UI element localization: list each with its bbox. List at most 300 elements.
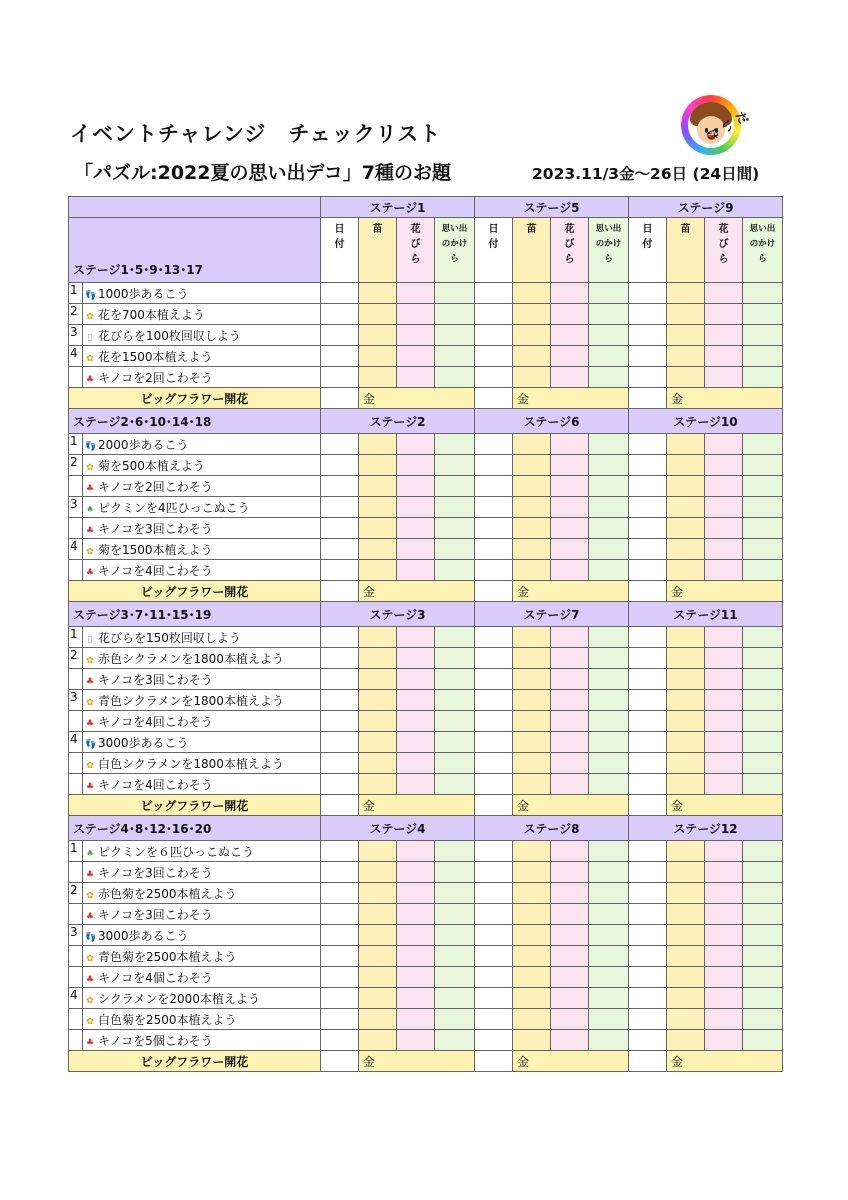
date-cell[interactable] — [321, 732, 359, 753]
omoide-check-cell[interactable] — [743, 690, 783, 711]
hana-check-cell[interactable] — [551, 648, 589, 669]
hana-check-cell[interactable] — [397, 1030, 435, 1051]
date-cell[interactable] — [475, 325, 513, 346]
big-flower-date-cell[interactable] — [321, 388, 359, 409]
date-cell[interactable] — [629, 627, 667, 648]
date-cell[interactable] — [321, 455, 359, 476]
date-cell[interactable] — [475, 476, 513, 497]
omoide-check-cell[interactable] — [589, 732, 629, 753]
date-cell[interactable] — [321, 988, 359, 1009]
omoide-check-cell[interactable] — [589, 946, 629, 967]
omoide-check-cell[interactable] — [589, 434, 629, 455]
omoide-check-cell[interactable] — [435, 518, 475, 539]
nae-check-cell[interactable] — [667, 904, 705, 925]
hana-check-cell[interactable] — [551, 476, 589, 497]
date-cell[interactable] — [321, 669, 359, 690]
big-flower-date-cell[interactable] — [321, 581, 359, 602]
hana-check-cell[interactable] — [705, 774, 743, 795]
omoide-check-cell[interactable] — [435, 862, 475, 883]
omoide-check-cell[interactable] — [743, 753, 783, 774]
big-flower-date-cell[interactable] — [475, 1051, 513, 1072]
nae-check-cell[interactable] — [667, 711, 705, 732]
nae-check-cell[interactable] — [513, 476, 551, 497]
nae-check-cell[interactable] — [359, 367, 397, 388]
hana-check-cell[interactable] — [705, 497, 743, 518]
nae-check-cell[interactable] — [359, 988, 397, 1009]
nae-check-cell[interactable] — [667, 476, 705, 497]
omoide-check-cell[interactable] — [589, 753, 629, 774]
omoide-check-cell[interactable] — [589, 862, 629, 883]
hana-check-cell[interactable] — [551, 841, 589, 862]
nae-check-cell[interactable] — [513, 648, 551, 669]
gold-cell[interactable]: 金 — [359, 581, 475, 602]
hana-check-cell[interactable] — [397, 367, 435, 388]
date-cell[interactable] — [321, 862, 359, 883]
hana-check-cell[interactable] — [705, 925, 743, 946]
omoide-check-cell[interactable] — [589, 925, 629, 946]
omoide-check-cell[interactable] — [743, 325, 783, 346]
hana-check-cell[interactable] — [705, 841, 743, 862]
date-cell[interactable] — [475, 862, 513, 883]
date-cell[interactable] — [321, 476, 359, 497]
hana-check-cell[interactable] — [397, 925, 435, 946]
hana-check-cell[interactable] — [551, 304, 589, 325]
omoide-check-cell[interactable] — [589, 476, 629, 497]
nae-check-cell[interactable] — [667, 732, 705, 753]
hana-check-cell[interactable] — [705, 304, 743, 325]
hana-check-cell[interactable] — [705, 325, 743, 346]
omoide-check-cell[interactable] — [435, 669, 475, 690]
gold-cell[interactable]: 金 — [667, 581, 783, 602]
omoide-check-cell[interactable] — [435, 732, 475, 753]
omoide-check-cell[interactable] — [589, 904, 629, 925]
gold-cell[interactable]: 金 — [359, 1051, 475, 1072]
nae-check-cell[interactable] — [513, 1009, 551, 1030]
hana-check-cell[interactable] — [397, 988, 435, 1009]
date-cell[interactable] — [321, 367, 359, 388]
date-cell[interactable] — [475, 1030, 513, 1051]
hana-check-cell[interactable] — [397, 1009, 435, 1030]
nae-check-cell[interactable] — [667, 883, 705, 904]
omoide-check-cell[interactable] — [589, 455, 629, 476]
nae-check-cell[interactable] — [359, 925, 397, 946]
omoide-check-cell[interactable] — [743, 669, 783, 690]
hana-check-cell[interactable] — [705, 753, 743, 774]
date-cell[interactable] — [321, 967, 359, 988]
omoide-check-cell[interactable] — [589, 1009, 629, 1030]
big-flower-date-cell[interactable] — [629, 388, 667, 409]
nae-check-cell[interactable] — [359, 862, 397, 883]
nae-check-cell[interactable] — [513, 627, 551, 648]
hana-check-cell[interactable] — [551, 283, 589, 304]
date-cell[interactable] — [629, 988, 667, 1009]
omoide-check-cell[interactable] — [435, 497, 475, 518]
hana-check-cell[interactable] — [397, 304, 435, 325]
date-cell[interactable] — [475, 1009, 513, 1030]
nae-check-cell[interactable] — [667, 862, 705, 883]
omoide-check-cell[interactable] — [743, 518, 783, 539]
hana-check-cell[interactable] — [705, 669, 743, 690]
nae-check-cell[interactable] — [359, 841, 397, 862]
hana-check-cell[interactable] — [705, 711, 743, 732]
nae-check-cell[interactable] — [359, 497, 397, 518]
gold-cell[interactable]: 金 — [667, 1051, 783, 1072]
date-cell[interactable] — [475, 841, 513, 862]
hana-check-cell[interactable] — [705, 560, 743, 581]
hana-check-cell[interactable] — [397, 711, 435, 732]
date-cell[interactable] — [321, 497, 359, 518]
omoide-check-cell[interactable] — [743, 304, 783, 325]
hana-check-cell[interactable] — [397, 883, 435, 904]
date-cell[interactable] — [475, 753, 513, 774]
nae-check-cell[interactable] — [667, 669, 705, 690]
nae-check-cell[interactable] — [513, 304, 551, 325]
hana-check-cell[interactable] — [551, 367, 589, 388]
date-cell[interactable] — [321, 904, 359, 925]
nae-check-cell[interactable] — [513, 325, 551, 346]
nae-check-cell[interactable] — [359, 690, 397, 711]
date-cell[interactable] — [475, 455, 513, 476]
hana-check-cell[interactable] — [705, 367, 743, 388]
hana-check-cell[interactable] — [551, 539, 589, 560]
date-cell[interactable] — [629, 967, 667, 988]
hana-check-cell[interactable] — [397, 904, 435, 925]
date-cell[interactable] — [321, 1009, 359, 1030]
omoide-check-cell[interactable] — [435, 627, 475, 648]
omoide-check-cell[interactable] — [743, 434, 783, 455]
omoide-check-cell[interactable] — [435, 967, 475, 988]
date-cell[interactable] — [629, 711, 667, 732]
hana-check-cell[interactable] — [551, 883, 589, 904]
omoide-check-cell[interactable] — [743, 283, 783, 304]
omoide-check-cell[interactable] — [743, 497, 783, 518]
nae-check-cell[interactable] — [513, 967, 551, 988]
big-flower-date-cell[interactable] — [629, 581, 667, 602]
date-cell[interactable] — [321, 434, 359, 455]
omoide-check-cell[interactable] — [589, 283, 629, 304]
big-flower-date-cell[interactable] — [321, 1051, 359, 1072]
gold-cell[interactable]: 金 — [667, 795, 783, 816]
omoide-check-cell[interactable] — [589, 711, 629, 732]
gold-cell[interactable]: 金 — [359, 388, 475, 409]
hana-check-cell[interactable] — [551, 325, 589, 346]
nae-check-cell[interactable] — [513, 904, 551, 925]
omoide-check-cell[interactable] — [435, 367, 475, 388]
nae-check-cell[interactable] — [513, 1030, 551, 1051]
omoide-check-cell[interactable] — [435, 925, 475, 946]
hana-check-cell[interactable] — [705, 1030, 743, 1051]
date-cell[interactable] — [629, 883, 667, 904]
omoide-check-cell[interactable] — [743, 1009, 783, 1030]
big-flower-date-cell[interactable] — [475, 795, 513, 816]
hana-check-cell[interactable] — [705, 476, 743, 497]
date-cell[interactable] — [321, 283, 359, 304]
date-cell[interactable] — [629, 304, 667, 325]
date-cell[interactable] — [475, 518, 513, 539]
omoide-check-cell[interactable] — [435, 1009, 475, 1030]
nae-check-cell[interactable] — [667, 304, 705, 325]
omoide-check-cell[interactable] — [743, 862, 783, 883]
nae-check-cell[interactable] — [513, 346, 551, 367]
date-cell[interactable] — [321, 690, 359, 711]
nae-check-cell[interactable] — [513, 862, 551, 883]
omoide-check-cell[interactable] — [589, 988, 629, 1009]
nae-check-cell[interactable] — [667, 1030, 705, 1051]
hana-check-cell[interactable] — [397, 497, 435, 518]
hana-check-cell[interactable] — [397, 732, 435, 753]
nae-check-cell[interactable] — [513, 283, 551, 304]
nae-check-cell[interactable] — [359, 560, 397, 581]
hana-check-cell[interactable] — [551, 560, 589, 581]
nae-check-cell[interactable] — [667, 925, 705, 946]
omoide-check-cell[interactable] — [743, 967, 783, 988]
omoide-check-cell[interactable] — [589, 690, 629, 711]
hana-check-cell[interactable] — [551, 774, 589, 795]
omoide-check-cell[interactable] — [589, 1030, 629, 1051]
hana-check-cell[interactable] — [397, 690, 435, 711]
omoide-check-cell[interactable] — [589, 367, 629, 388]
nae-check-cell[interactable] — [667, 434, 705, 455]
hana-check-cell[interactable] — [551, 1009, 589, 1030]
omoide-check-cell[interactable] — [589, 346, 629, 367]
hana-check-cell[interactable] — [397, 862, 435, 883]
nae-check-cell[interactable] — [359, 325, 397, 346]
omoide-check-cell[interactable] — [743, 711, 783, 732]
gold-cell[interactable]: 金 — [513, 1051, 629, 1072]
nae-check-cell[interactable] — [359, 753, 397, 774]
date-cell[interactable] — [475, 434, 513, 455]
hana-check-cell[interactable] — [397, 346, 435, 367]
omoide-check-cell[interactable] — [435, 753, 475, 774]
hana-check-cell[interactable] — [551, 455, 589, 476]
hana-check-cell[interactable] — [551, 669, 589, 690]
omoide-check-cell[interactable] — [435, 346, 475, 367]
omoide-check-cell[interactable] — [589, 497, 629, 518]
date-cell[interactable] — [321, 925, 359, 946]
nae-check-cell[interactable] — [513, 925, 551, 946]
gold-cell[interactable]: 金 — [513, 581, 629, 602]
date-cell[interactable] — [475, 304, 513, 325]
nae-check-cell[interactable] — [359, 711, 397, 732]
nae-check-cell[interactable] — [513, 367, 551, 388]
date-cell[interactable] — [629, 841, 667, 862]
nae-check-cell[interactable] — [359, 476, 397, 497]
hana-check-cell[interactable] — [551, 690, 589, 711]
date-cell[interactable] — [629, 904, 667, 925]
nae-check-cell[interactable] — [513, 988, 551, 1009]
hana-check-cell[interactable] — [551, 862, 589, 883]
date-cell[interactable] — [475, 669, 513, 690]
date-cell[interactable] — [321, 325, 359, 346]
date-cell[interactable] — [475, 690, 513, 711]
date-cell[interactable] — [629, 518, 667, 539]
omoide-check-cell[interactable] — [435, 283, 475, 304]
nae-check-cell[interactable] — [359, 967, 397, 988]
date-cell[interactable] — [629, 732, 667, 753]
hana-check-cell[interactable] — [551, 434, 589, 455]
omoide-check-cell[interactable] — [435, 325, 475, 346]
date-cell[interactable] — [475, 774, 513, 795]
omoide-check-cell[interactable] — [435, 883, 475, 904]
date-cell[interactable] — [629, 669, 667, 690]
omoide-check-cell[interactable] — [589, 325, 629, 346]
nae-check-cell[interactable] — [667, 648, 705, 669]
nae-check-cell[interactable] — [513, 711, 551, 732]
date-cell[interactable] — [475, 346, 513, 367]
hana-check-cell[interactable] — [705, 946, 743, 967]
date-cell[interactable] — [475, 967, 513, 988]
omoide-check-cell[interactable] — [435, 648, 475, 669]
omoide-check-cell[interactable] — [743, 904, 783, 925]
date-cell[interactable] — [475, 497, 513, 518]
date-cell[interactable] — [321, 753, 359, 774]
omoide-check-cell[interactable] — [435, 774, 475, 795]
date-cell[interactable] — [321, 346, 359, 367]
omoide-check-cell[interactable] — [435, 560, 475, 581]
date-cell[interactable] — [629, 946, 667, 967]
nae-check-cell[interactable] — [359, 883, 397, 904]
nae-check-cell[interactable] — [513, 753, 551, 774]
omoide-check-cell[interactable] — [435, 711, 475, 732]
date-cell[interactable] — [475, 627, 513, 648]
date-cell[interactable] — [475, 367, 513, 388]
nae-check-cell[interactable] — [667, 539, 705, 560]
nae-check-cell[interactable] — [359, 648, 397, 669]
hana-check-cell[interactable] — [551, 753, 589, 774]
date-cell[interactable] — [321, 711, 359, 732]
omoide-check-cell[interactable] — [743, 883, 783, 904]
date-cell[interactable] — [321, 1030, 359, 1051]
hana-check-cell[interactable] — [551, 497, 589, 518]
nae-check-cell[interactable] — [667, 518, 705, 539]
date-cell[interactable] — [629, 497, 667, 518]
hana-check-cell[interactable] — [551, 904, 589, 925]
nae-check-cell[interactable] — [513, 946, 551, 967]
date-cell[interactable] — [629, 560, 667, 581]
omoide-check-cell[interactable] — [743, 455, 783, 476]
nae-check-cell[interactable] — [359, 732, 397, 753]
nae-check-cell[interactable] — [667, 988, 705, 1009]
big-flower-date-cell[interactable] — [321, 795, 359, 816]
omoide-check-cell[interactable] — [743, 560, 783, 581]
hana-check-cell[interactable] — [551, 967, 589, 988]
omoide-check-cell[interactable] — [743, 367, 783, 388]
nae-check-cell[interactable] — [667, 946, 705, 967]
hana-check-cell[interactable] — [551, 732, 589, 753]
hana-check-cell[interactable] — [705, 455, 743, 476]
date-cell[interactable] — [475, 732, 513, 753]
nae-check-cell[interactable] — [359, 434, 397, 455]
hana-check-cell[interactable] — [705, 627, 743, 648]
omoide-check-cell[interactable] — [435, 304, 475, 325]
nae-check-cell[interactable] — [513, 669, 551, 690]
date-cell[interactable] — [475, 946, 513, 967]
date-cell[interactable] — [629, 367, 667, 388]
nae-check-cell[interactable] — [359, 346, 397, 367]
hana-check-cell[interactable] — [397, 648, 435, 669]
nae-check-cell[interactable] — [513, 560, 551, 581]
nae-check-cell[interactable] — [359, 774, 397, 795]
nae-check-cell[interactable] — [513, 434, 551, 455]
hana-check-cell[interactable] — [705, 967, 743, 988]
date-cell[interactable] — [475, 904, 513, 925]
nae-check-cell[interactable] — [359, 283, 397, 304]
omoide-check-cell[interactable] — [743, 925, 783, 946]
hana-check-cell[interactable] — [397, 753, 435, 774]
hana-check-cell[interactable] — [397, 560, 435, 581]
date-cell[interactable] — [629, 325, 667, 346]
omoide-check-cell[interactable] — [435, 1030, 475, 1051]
omoide-check-cell[interactable] — [435, 841, 475, 862]
nae-check-cell[interactable] — [667, 283, 705, 304]
hana-check-cell[interactable] — [705, 1009, 743, 1030]
hana-check-cell[interactable] — [551, 946, 589, 967]
nae-check-cell[interactable] — [513, 539, 551, 560]
omoide-check-cell[interactable] — [435, 904, 475, 925]
date-cell[interactable] — [321, 883, 359, 904]
hana-check-cell[interactable] — [705, 732, 743, 753]
nae-check-cell[interactable] — [667, 455, 705, 476]
omoide-check-cell[interactable] — [589, 967, 629, 988]
nae-check-cell[interactable] — [667, 560, 705, 581]
hana-check-cell[interactable] — [397, 325, 435, 346]
big-flower-date-cell[interactable] — [629, 1051, 667, 1072]
date-cell[interactable] — [629, 455, 667, 476]
nae-check-cell[interactable] — [359, 946, 397, 967]
date-cell[interactable] — [321, 518, 359, 539]
nae-check-cell[interactable] — [513, 455, 551, 476]
omoide-check-cell[interactable] — [589, 669, 629, 690]
date-cell[interactable] — [321, 627, 359, 648]
omoide-check-cell[interactable] — [743, 732, 783, 753]
hana-check-cell[interactable] — [705, 690, 743, 711]
hana-check-cell[interactable] — [397, 946, 435, 967]
date-cell[interactable] — [321, 304, 359, 325]
date-cell[interactable] — [321, 946, 359, 967]
date-cell[interactable] — [475, 539, 513, 560]
nae-check-cell[interactable] — [359, 627, 397, 648]
big-flower-date-cell[interactable] — [629, 795, 667, 816]
gold-cell[interactable]: 金 — [667, 388, 783, 409]
nae-check-cell[interactable] — [513, 732, 551, 753]
omoide-check-cell[interactable] — [589, 560, 629, 581]
hana-check-cell[interactable] — [705, 988, 743, 1009]
hana-check-cell[interactable] — [397, 518, 435, 539]
nae-check-cell[interactable] — [667, 325, 705, 346]
hana-check-cell[interactable] — [397, 841, 435, 862]
date-cell[interactable] — [321, 774, 359, 795]
hana-check-cell[interactable] — [705, 283, 743, 304]
omoide-check-cell[interactable] — [743, 946, 783, 967]
date-cell[interactable] — [321, 648, 359, 669]
big-flower-date-cell[interactable] — [475, 581, 513, 602]
date-cell[interactable] — [475, 883, 513, 904]
date-cell[interactable] — [475, 560, 513, 581]
nae-check-cell[interactable] — [667, 690, 705, 711]
hana-check-cell[interactable] — [551, 518, 589, 539]
date-cell[interactable] — [321, 841, 359, 862]
hana-check-cell[interactable] — [397, 627, 435, 648]
hana-check-cell[interactable] — [551, 627, 589, 648]
nae-check-cell[interactable] — [359, 539, 397, 560]
omoide-check-cell[interactable] — [435, 690, 475, 711]
gold-cell[interactable]: 金 — [513, 388, 629, 409]
nae-check-cell[interactable] — [513, 883, 551, 904]
hana-check-cell[interactable] — [397, 669, 435, 690]
hana-check-cell[interactable] — [397, 434, 435, 455]
nae-check-cell[interactable] — [513, 497, 551, 518]
omoide-check-cell[interactable] — [743, 774, 783, 795]
